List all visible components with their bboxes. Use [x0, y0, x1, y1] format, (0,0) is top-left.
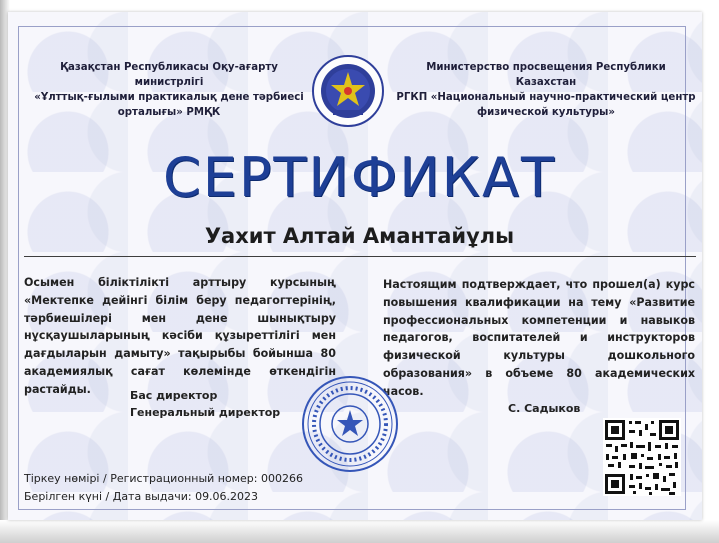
- signer-name: С. Садыков: [508, 402, 581, 415]
- qr-code-icon: [603, 418, 681, 496]
- header-right-line: Министерство просвещения Республики Казахстан: [426, 62, 666, 88]
- center-emblem-icon: [311, 54, 385, 128]
- name-underline: [24, 256, 696, 257]
- recipient-name: Уахит Алтай Амантайұлы: [204, 224, 515, 248]
- certificate-title: СЕРТИФИКАТ: [163, 146, 556, 209]
- issue-date: Берілген күні / Дата выдачи: 09.06.2023: [24, 490, 259, 503]
- role-kz: Бас директор: [130, 389, 218, 402]
- registration-number: Тіркеу нөмірі / Регистрационный номер: 000266: [24, 472, 303, 485]
- round-stamp-icon: [300, 374, 400, 474]
- header-left-line: «Ұлттық-ғылыми практикалық дене тәрбиесі: [34, 92, 304, 103]
- header-right-line: физической культуры»: [477, 107, 615, 118]
- role-ru: Генеральный директор: [130, 406, 281, 419]
- header-right-line: РГКП «Национальный научно-практический центр: [396, 92, 696, 103]
- body-text-ru: Настоящим подтверждает, что прошел(а) курс повышения квалификации на тему «Развитие профессиональных компетенции и навыков педагогов, воспитателей и инструкторов физической культуры дошкольного образования» в объеме 80 академических часов.: [383, 278, 695, 398]
- header-left-line: орталығы» РМҚК: [117, 107, 221, 118]
- scan-shadow-bottom: [0, 520, 719, 543]
- body-text-kz: Осымен біліктілікті арттыру курсының «Мектепке дейінгі білім беру педагогтерінің, тәрбиешілері мен дене шынықтыру нұсқаушыларының кәсіби құзыреттілігі мен дағдыларын дамыту» тақырыбы бойынша 80 академиялық сағат көлемінде өткендігін растайды.: [24, 276, 336, 396]
- header-left-kz: [28, 60, 310, 120]
- header-left-line: Қазақстан Республикасы Оқу-ағарту министрлігі: [60, 62, 278, 88]
- signature-roles: [130, 387, 280, 421]
- header-right-ru: [396, 60, 696, 120]
